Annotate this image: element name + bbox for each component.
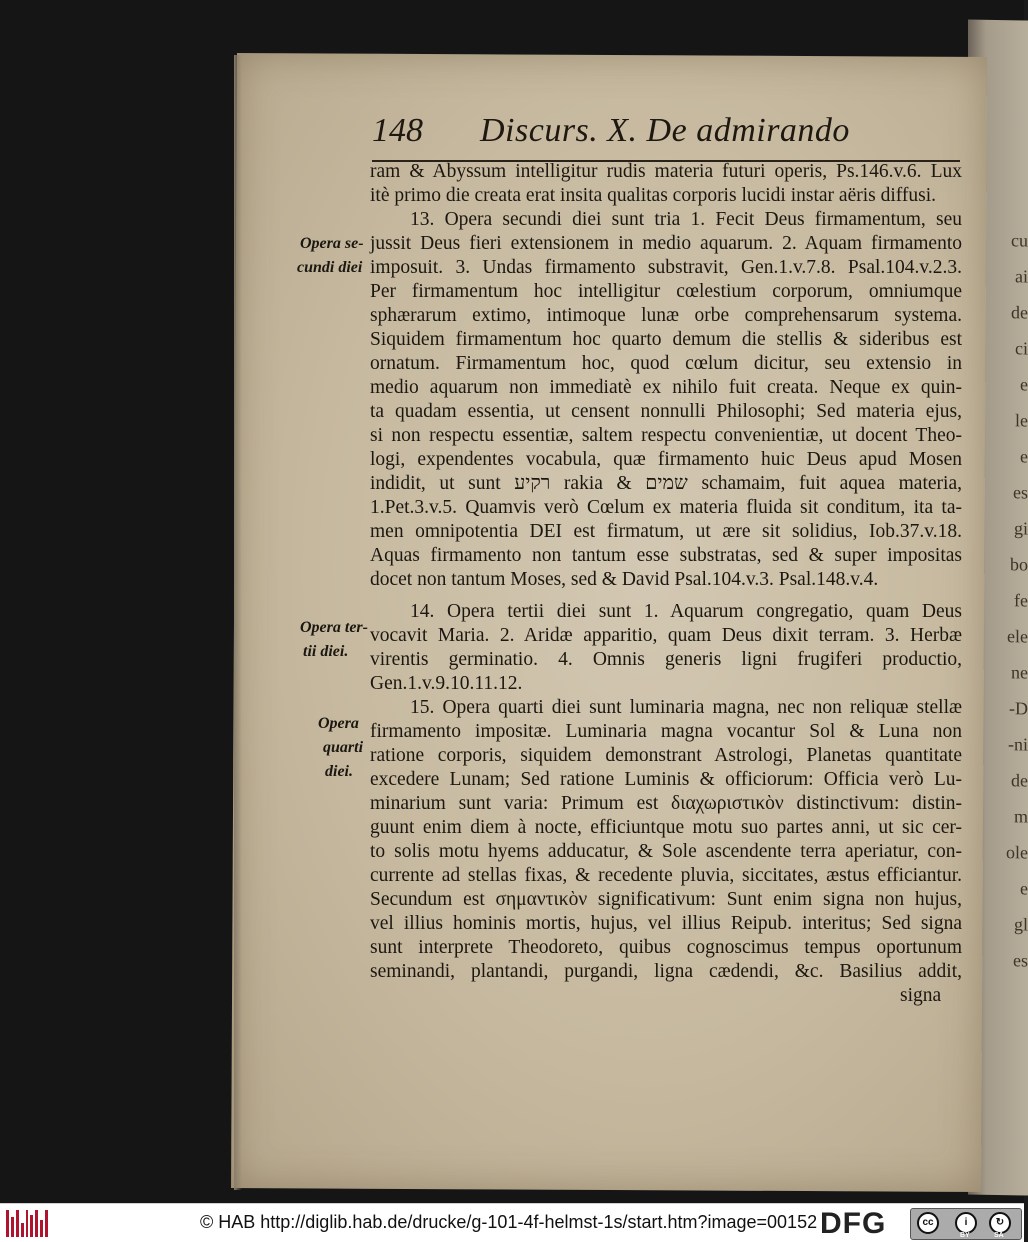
text-line: vocavit Maria. 2. Aridæ apparitio, quam Deus dixit terram. 3. Herbæ	[370, 625, 962, 646]
citation-link[interactable]: © HAB http://diglib.hab.de/drucke/g-101-4f-helmst-1s/start.htm?image=00152	[200, 1212, 818, 1232]
text-line: 15. Opera quarti diei sunt luminaria magna, nec non reliquæ stellæ	[410, 697, 962, 718]
text-line: vel illius hominis mortis, hujus, vel illius Reipub. interitus; Sed signa	[370, 913, 962, 934]
margin-note: cundi diei	[297, 259, 363, 276]
adjacent-page-fragment: bo	[1010, 554, 1028, 575]
text-line: guunt enim diem à nocte, efficiuntque motu suo partes anni, ut sic cer-	[370, 817, 962, 838]
text-line: virentis germinatio. 4. Omnis generis ligni frugiferi productio,	[370, 649, 962, 670]
person-icon: i	[955, 1212, 977, 1234]
text-line: indidit, ut sunt רקיע rakia & שמים schamaim, fuit aquea materia,	[370, 473, 962, 494]
running-title: Discurs. X. De admirando	[480, 112, 850, 149]
margin-note: Opera	[318, 715, 359, 732]
margin-note: Opera se-	[300, 235, 364, 252]
text-line: Per firmamentum hoc intelligitur cœlestium corporum, omniumque	[370, 281, 962, 302]
text-line: ram & Abyssum intelligitur rudis materia futuri operis, Ps.146.v.6. Lux	[370, 161, 962, 182]
text-line: excedere Lunam; Sed ratione Luminis & officiorum: Officia verò Lu-	[370, 769, 962, 790]
cc-icon: cc	[917, 1212, 939, 1234]
text-line: medio aquarum non immediatè ex nihilo fuit creata. Neque ex quin-	[370, 377, 962, 398]
text-line: jussit Deus fieri extensionem in medio aquarum. 2. Aquam firmamento	[370, 233, 962, 254]
adjacent-page-fragment: e	[1020, 374, 1028, 395]
adjacent-page-fragment: gi	[1013, 518, 1028, 539]
margin-note: diei.	[325, 763, 353, 780]
adjacent-page-fragment: -ni	[1008, 734, 1028, 755]
adjacent-page-fragment: ai	[1015, 266, 1028, 287]
dfg-logo[interactable]: DFG	[820, 1207, 887, 1240]
text-line: firmamento impositæ. Luminaria magna vocantur Sol & Luna non	[370, 721, 962, 742]
catchword: signa	[900, 985, 942, 1006]
adjacent-page-fragment: de	[1011, 302, 1028, 323]
license-by-label: BY	[960, 1232, 970, 1239]
margin-note: tii diei.	[303, 643, 349, 660]
margin-note: Opera ter-	[300, 619, 368, 636]
text-line: logi, expendentes vocabula, quæ firmamento huic Deus apud Mosen	[370, 449, 962, 470]
text-line: Aquas firmamento non tantum esse substratas, sed & super impositas	[370, 545, 962, 566]
text-line: itè primo die creata erat insita qualitas corporis lucidi instar aëris diffusi.	[370, 185, 937, 206]
text-line: imposuit. 3. Undas firmamento substravit, Gen.1.v.7.8. Psal.104.v.2.3.	[370, 257, 962, 278]
text-line: Siquidem firmamentum hoc quarto demum die stellis & sideribus est	[370, 329, 962, 350]
text-line: Gen.1.v.9.10.11.12.	[370, 673, 523, 694]
adjacent-page-fragment: m	[1013, 806, 1028, 827]
text-line: seminandi, plantandi, purgandi, ligna cædendi, &c. Basilius addit,	[370, 961, 962, 982]
text-line: to solis motu hyems adducatur, & Sole ascendente terra aperiatur, con-	[370, 841, 962, 862]
text-line: ornatum. Firmamentum hoc, quod cœlum dicitur, seu extensio in	[370, 353, 962, 374]
text-line: si non respectu essentiæ, saltem respectu convenientiæ, ut docent Theo-	[370, 425, 962, 446]
text-line: currente ad stellas fixas, & recedente pluvia, siccitates, æstus efficiantur.	[370, 865, 962, 886]
text-line: Secundum est σημαντικὸν significativum: Sunt enim signa non hujus,	[370, 889, 962, 910]
adjacent-page-fragment: -D	[1009, 698, 1028, 719]
text-line: sphærarum extimo, intimoque lunæ orbe comprehensarum systema.	[370, 305, 962, 326]
page-number: 148	[372, 112, 423, 149]
adjacent-page-fragment: ole	[1006, 842, 1028, 863]
adjacent-page-fragment: e	[1020, 878, 1028, 899]
text-line: men omnipotentia DEI est firmatum, ut ære sit solidius, Iob.37.v.18.	[370, 521, 962, 542]
adjacent-page-fragment: es	[1013, 482, 1028, 503]
viewer-footer	[0, 1203, 1024, 1242]
cc-license-badge[interactable]	[910, 1208, 1022, 1240]
adjacent-page-fragment: es	[1013, 950, 1028, 971]
license-sa-label: SA	[994, 1232, 1004, 1239]
adjacent-page-fragment: gl	[1013, 914, 1028, 935]
adjacent-page-fragment: cu	[1011, 230, 1028, 251]
text-line: minarium sunt varia: Primum est διαχωριστικὸν distinctivum: distin-	[370, 793, 962, 814]
text-line: ratione corporis, siquidem demonstrant Astrologi, Planetas quantitate	[370, 745, 962, 766]
share-alike-icon: ↻	[989, 1212, 1011, 1234]
adjacent-page-fragment: ci	[1015, 338, 1028, 359]
adjacent-page-fragment: ele	[1007, 626, 1028, 647]
text-line: 14. Opera tertii diei sunt 1. Aquarum congregatio, quam Deus	[410, 601, 962, 622]
adjacent-page-fragment: de	[1011, 770, 1028, 791]
hab-logo-icon[interactable]	[6, 1210, 48, 1237]
adjacent-page-fragment: le	[1015, 410, 1028, 431]
text-line: 1.Pet.3.v.5. Quamvis verò Cœlum ex materia fluida sit conditum, ita ta-	[370, 497, 962, 518]
adjacent-page-fragment: fe	[1014, 590, 1028, 611]
text-line: 13. Opera secundi diei sunt tria 1. Fecit Deus firmamentum, seu	[410, 209, 962, 230]
text-line: docet non tantum Moses, sed & David Psal.104.v.3. Psal.148.v.4.	[370, 569, 879, 590]
margin-note: quarti	[323, 739, 364, 756]
text-line: sunt interprete Theodoreto, quibus cognoscimus tempus oportunum	[370, 937, 962, 958]
text-line: ta quadam essentia, ut censent nonnulli Philosophi; Sed materia ejus,	[370, 401, 962, 422]
adjacent-page-fragment: e	[1020, 446, 1028, 467]
adjacent-page-fragment: ne	[1011, 662, 1028, 683]
